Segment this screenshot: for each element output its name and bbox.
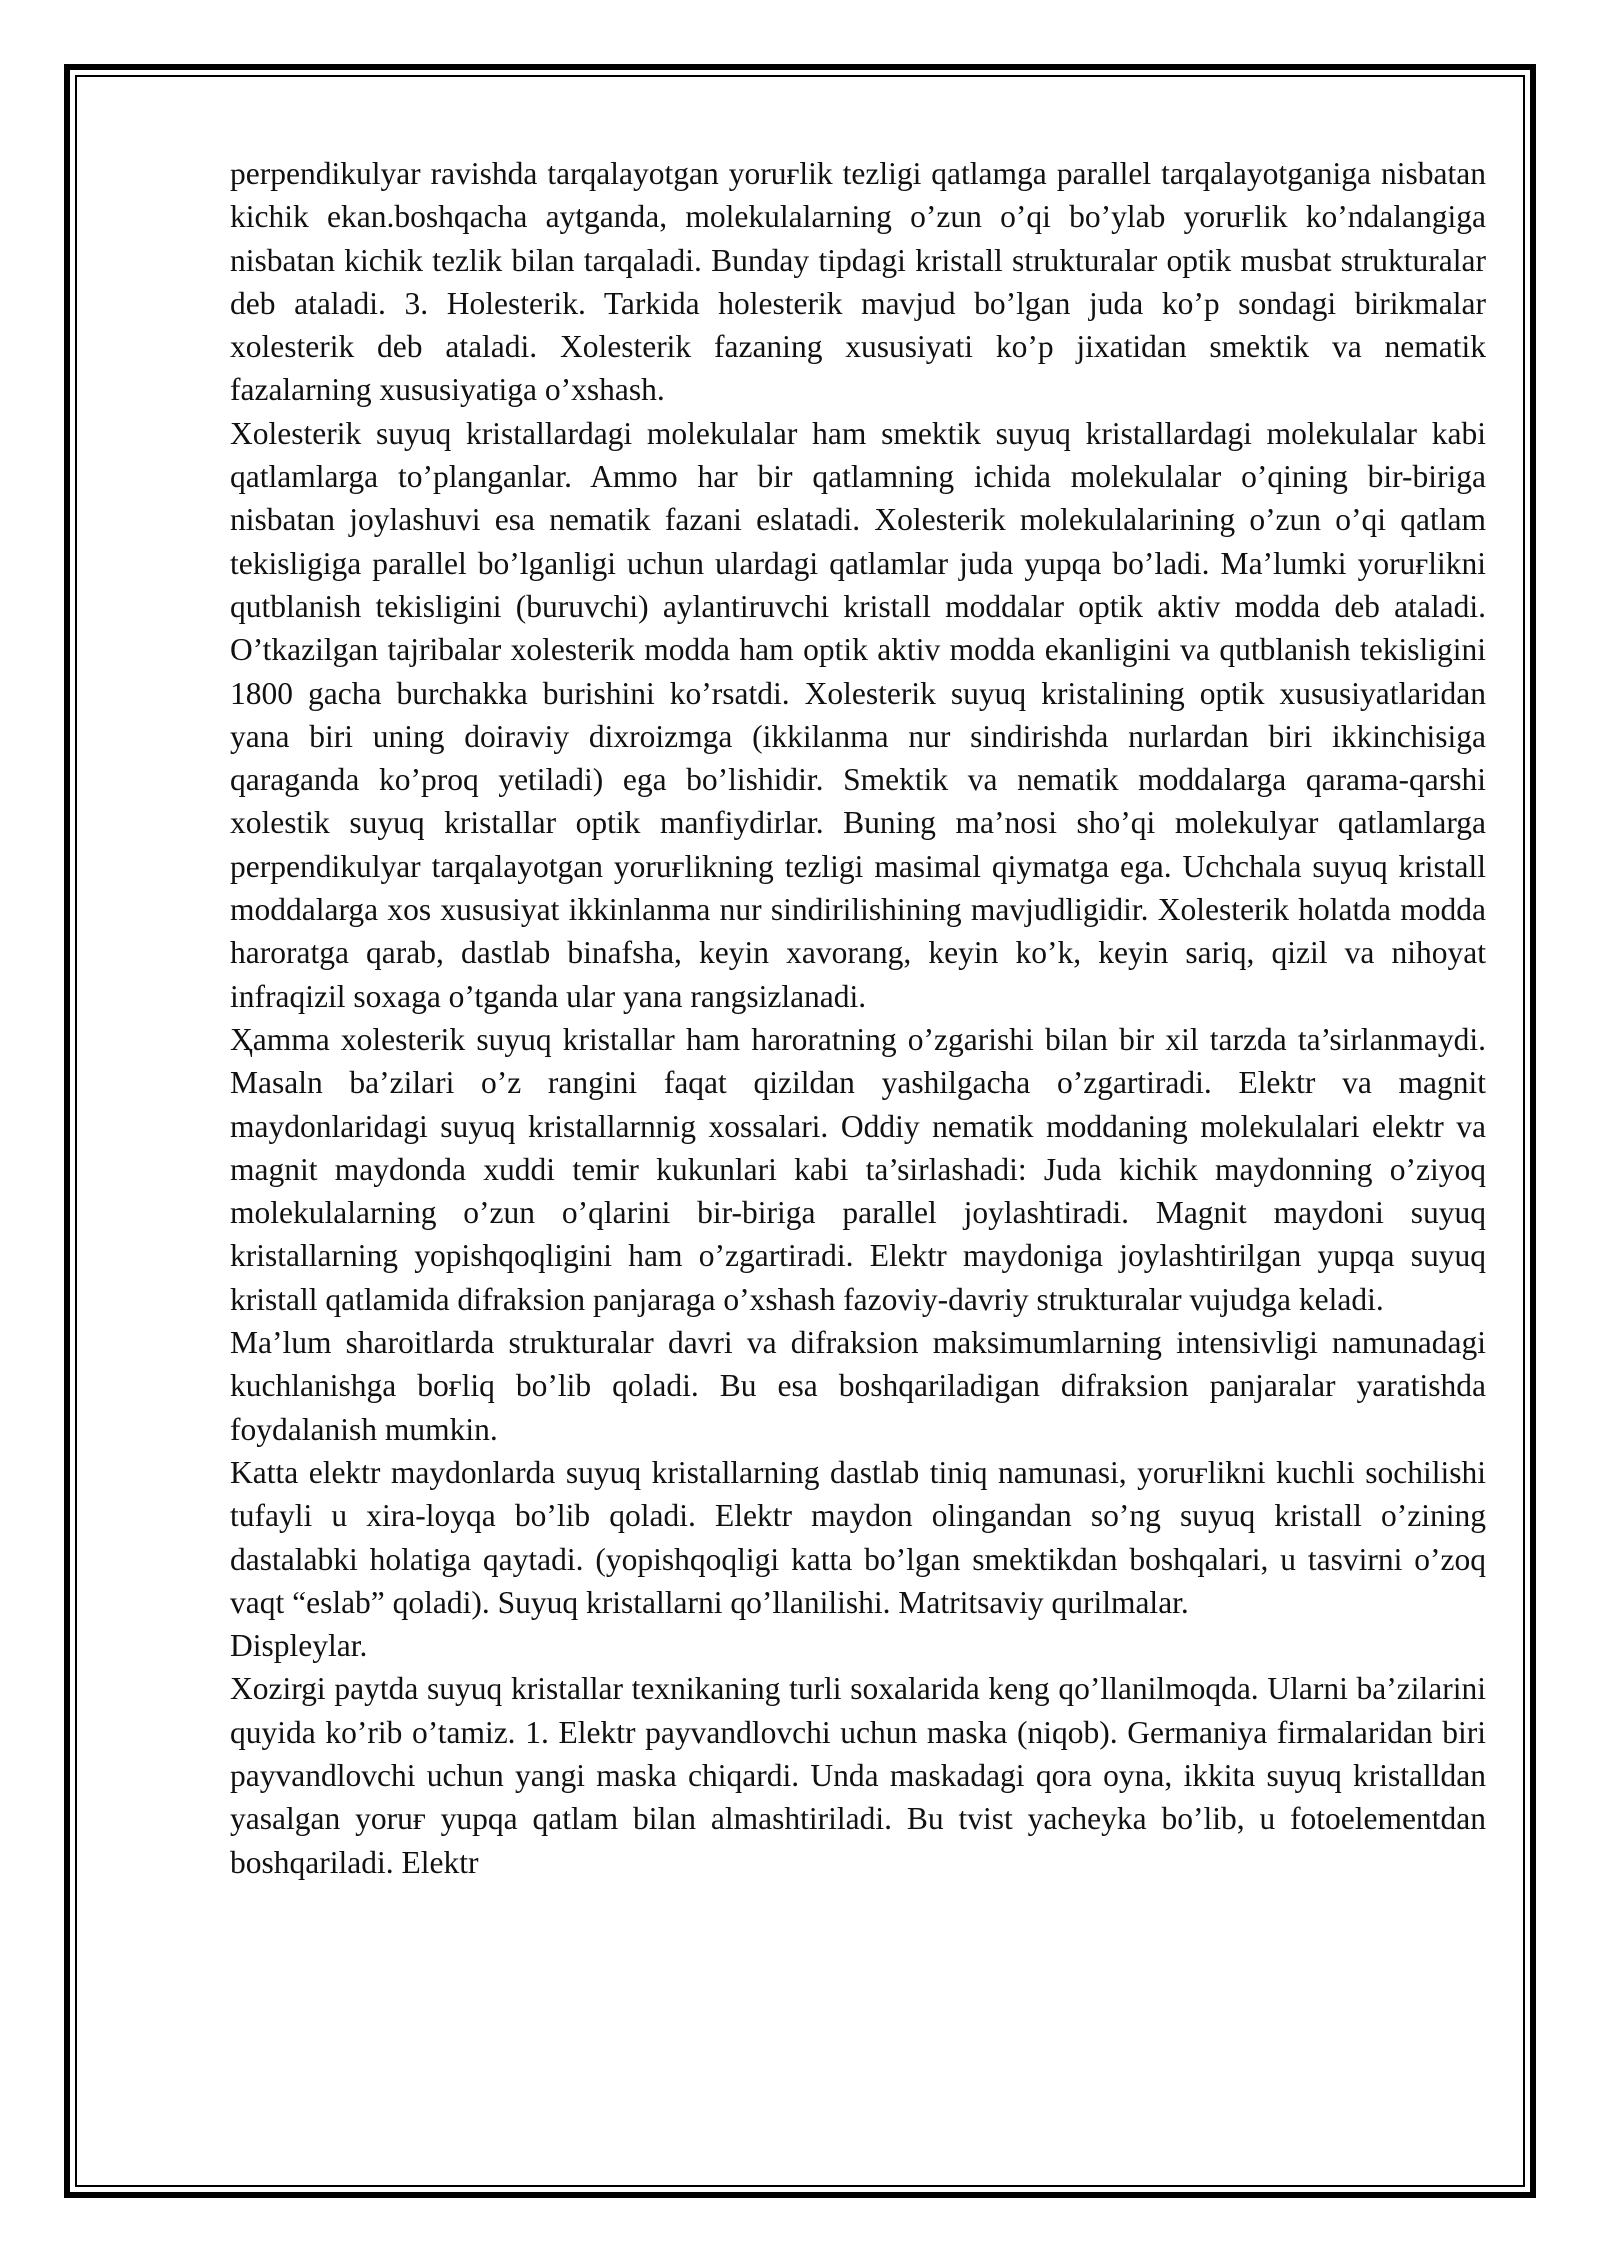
- paragraph: Ҳamma xolesterik suyuq kristallar ham haroratning o’zgarishi bilan bir xil tarzda ta’sirlanmaydi. Masaln ba’zilari o’z rangini faqat qizildan yashilgacha o’zgartiradi. Elektr va magnit maydonlaridagi suyuq kristallarnnig xossalari. Oddiy nematik moddaning molekulalari elektr va magnit maydonda xuddi temir kukunlari kabi ta’sirlashadi: Juda kichik maydonning o’ziyoq molekulalarning o’zun o’qlarini bir-biriga parallel joylashtiradi. Magnit maydoni suyuq kristallarning yopishqoqligini ham o’zgartiradi. Elektr maydoniga joylashtirilgan yupqa suyuq kristall qatlamida difraksion panjaraga o’xshash fazoviy-davriy strukturalar vujudga keladi.: [230, 1021, 1486, 1317]
- paragraph: Xozirgi paytda suyuq kristallar texnikaning turli soxalarida keng qo’llanilmoqda. Ularni ba’zilarini quyida ko’rib o’tamiz. 1. Elektr payvandlovchi uchun maska (niqob). Germaniya firmalaridan biri payvandlovchi uchun yangi maska chiqardi. Unda maskadagi qora oyna, ikkita suyuq kristalldan yasalgan yoruғ yupqa qatlam bilan almashtiriladi. Bu tvist yacheyka bo’lib, u fotoelementdan boshqariladi. Elektr: [230, 1671, 1486, 1880]
- paragraph: perpendikulyar ravishda tarqalayotgan yoruғlik tezligi qatlamga parallel tarqalayotganiga nisbatan kichik ekan.boshqacha aytganda, molekulalarning o’zun o’qi bo’ylab yoruғlik ko’ndalangiga nisbatan kichik tezlik bilan tarqaladi. Bunday tipdagi kristall strukturalar optik musbat strukturalar deb ataladi. 3. Holesterik. Tarkida holesterik mavjud bo’lgan juda ko’p sondagi birikmalar xolesterik deb ataladi. Xolesterik fazaning xususiyati ko’p jixatidan smektik va nematik fazalarning xususiyatiga o’xshash.: [230, 156, 1486, 408]
- document-body: [230, 152, 1486, 1884]
- paragraph: Katta elektr maydonlarda suyuq kristallarning dastlab tiniq namunasi, yoruғlikni kuchli sochilishi tufayli u xira-loyqa bo’lib qoladi. Elektr maydon olingandan so’ng suyuq kristall o’zining dastalabki holatiga qaytadi. (yopishqoqligi katta bo’lgan smektikdan boshqalari, u tasvirni o’zoq vaqt “eslab” qoladi). Suyuq kristallarni qo’llanilishi. Matritsaviy qurilmalar.: [230, 1454, 1486, 1620]
- paragraph: Xolesterik suyuq kristallardagi molekulalar ham smektik suyuq kristallardagi molekulalar kabi qatlamlarga to’planganlar. Ammo har bir qatlamning ichida molekulalar o’qining bir-biriga nisbatan joylashuvi esa nematik fazani eslatadi. Xolesterik molekulalarining o’zun o’qi qatlam tekisligiga parallel bo’lganligi uchun ulardagi qatlamlar juda yupqa bo’ladi. Ma’lumki yoruғlikni qutblanish tekisligini (buruvchi) aylantiruvchi kristall moddalar optik aktiv modda deb ataladi. O’tkazilgan tajribalar xolesterik modda ham optik aktiv modda ekanligini va qutblanish tekisligini 1800 gacha burchakka burishini ko’rsatdi. Xolesterik suyuq kristalining optik xususiyatlaridan yana biri uning doiraviy dixroizmga (ikkilanma nur sindirishda nurlardan biri ikkinchisiga qaraganda ko’proq yetiladi) ega bo’lishidir. Smektik va nematik moddalarga qarama-qarshi xolestik suyuq kristallar optik manfiydirlar. Buning ma’nosi sho’qi molekulyar qatlamlarga perpendikulyar tarqalayotgan yoruғlikning tezligi masimal qiymatga ega. Uchchala suyuq kristall moddalarga xos xususiyat ikkinlanma nur sindirilishining mavjudligidir. Xolesterik holatda modda haroratga qarab, dastlab binafsha, keyin xavorang, keyin ko’k, keyin sariq, qizil va nihoyat infraqizil soxaga o’tganda ular yana rangsizlanadi.: [230, 415, 1486, 1014]
- paragraph-heading: Displeylar.: [230, 1628, 368, 1664]
- paragraph: Ma’lum sharoitlarda strukturalar davri va difraksion maksimumlarning intensivligi namunadagi kuchlanishga boғliq bo’lib qoladi. Bu esa boshqariladigan difraksion panjaralar yaratishda foydalanish mumkin.: [230, 1325, 1486, 1447]
